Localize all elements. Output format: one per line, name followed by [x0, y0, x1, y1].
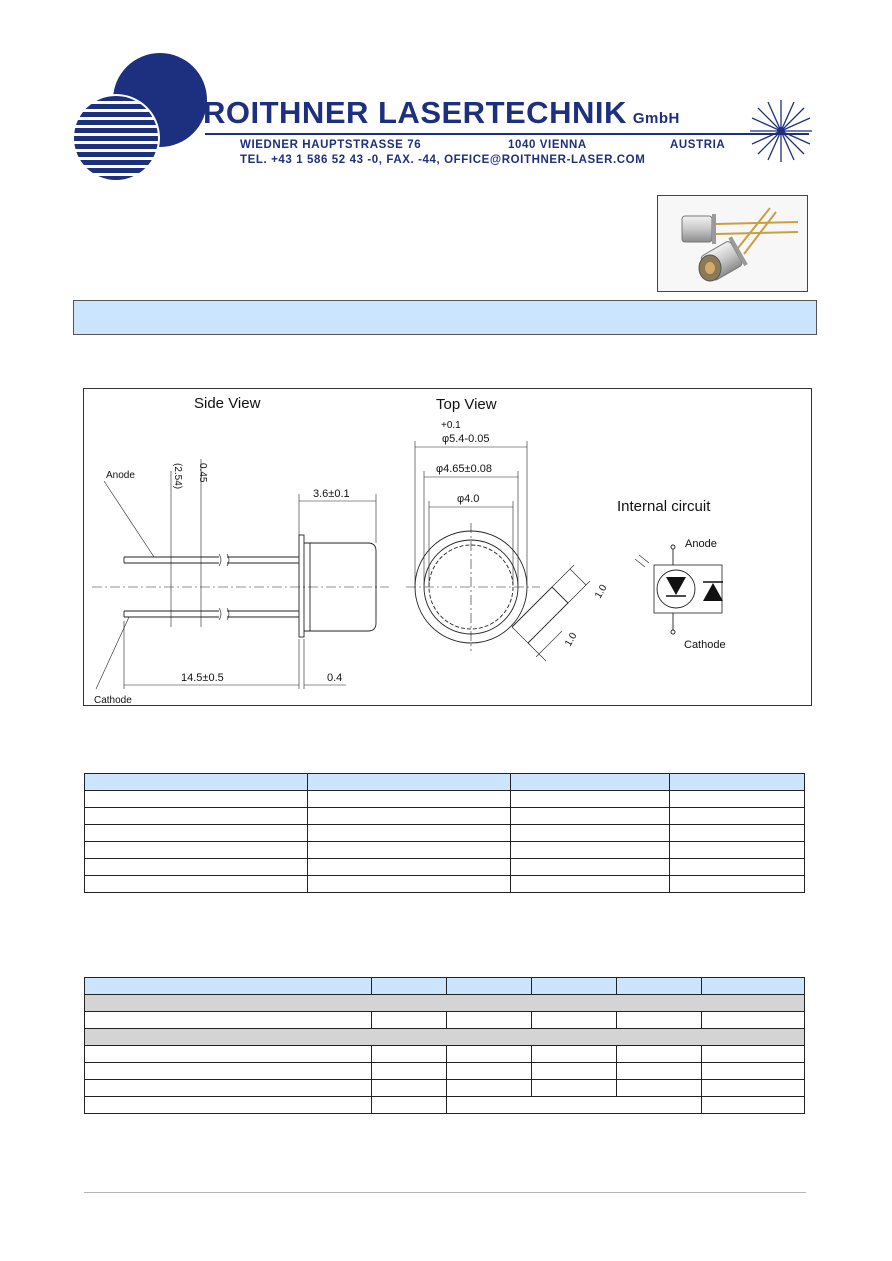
table-header-row — [85, 978, 805, 995]
company-name-text: ROITHNER LASERTECHNIK — [203, 95, 627, 130]
header-rule — [205, 133, 809, 135]
characteristics-table — [84, 977, 805, 1114]
circuit-anode-label: Anode — [685, 538, 717, 550]
internal-circuit-title: Internal circuit — [617, 498, 711, 515]
table-row — [85, 1080, 805, 1097]
table-row — [85, 791, 805, 808]
table-row — [85, 1046, 805, 1063]
diode-symbol — [703, 583, 723, 601]
table-row — [85, 859, 805, 876]
anode-label: Anode — [106, 470, 135, 481]
dim-flange: 0.4 — [327, 672, 343, 684]
dim-cap: 3.6±0.1 — [313, 488, 350, 500]
contact-line: TEL. +43 1 586 52 43 -0, FAX. -44, OFFICE@ROITHNER-LASER.COM — [240, 154, 646, 166]
dim-dia1: φ5.4-0.05 — [442, 433, 490, 445]
company-suffix: GmbH — [632, 110, 680, 127]
table-row — [85, 842, 805, 859]
dim-dia3: φ4.0 — [457, 493, 480, 505]
table-row — [85, 876, 805, 893]
table-row — [85, 1063, 805, 1080]
table-row — [85, 825, 805, 842]
footer-rule — [84, 1192, 806, 1193]
top-view-title: Top View — [436, 396, 497, 413]
table-section-row — [85, 1029, 805, 1046]
dim-lead-length: 14.5±0.5 — [181, 672, 224, 684]
circuit-cathode-label: Cathode — [684, 639, 726, 651]
dim-tol: +0.1 — [441, 420, 461, 431]
table-row — [85, 808, 805, 825]
laser-star-icon — [748, 98, 814, 164]
company-logo — [70, 52, 210, 184]
dim-dia2: φ4.65±0.08 — [436, 463, 492, 475]
table-header-row — [85, 774, 805, 791]
title-banner — [73, 300, 817, 335]
table-row — [85, 1012, 805, 1029]
package-drawing — [83, 388, 812, 706]
dim-tab1: 1.0 — [593, 582, 610, 601]
top-view — [406, 441, 590, 661]
table-section-row — [85, 995, 805, 1012]
product-photo — [657, 195, 808, 292]
ratings-table — [84, 773, 805, 893]
photodiode-symbol — [666, 577, 686, 595]
city: 1040 VIENNA — [508, 139, 587, 151]
company-name — [203, 95, 680, 131]
address-line — [240, 139, 726, 153]
table-row — [85, 1097, 805, 1114]
street: WIEDNER HAUPTSTRASSE 76 — [240, 139, 422, 151]
dim-pitch: (2.54) — [172, 463, 183, 490]
side-view-title: Side View — [194, 395, 261, 412]
dim-lead: 0.45 — [197, 463, 208, 483]
cathode-label: Cathode — [94, 695, 132, 705]
dim-tab2: 1.0 — [563, 630, 580, 649]
country: AUSTRIA — [670, 139, 726, 151]
